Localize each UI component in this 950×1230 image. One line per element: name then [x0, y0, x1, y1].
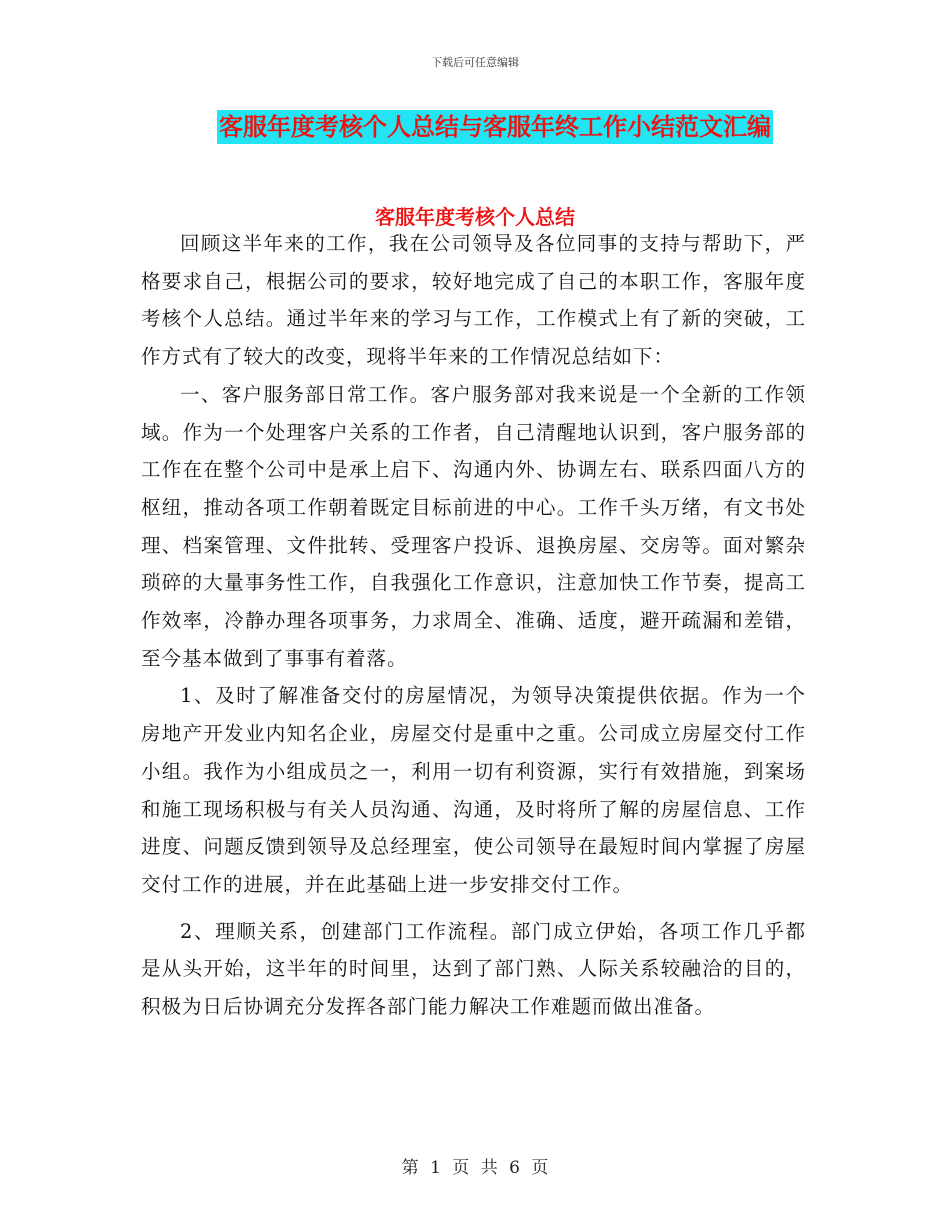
doc-title-container	[0, 110, 950, 144]
header-note: 下载后可任意编辑	[431, 56, 519, 69]
paragraph-item-1: 1、及时了解准备交付的房屋情况，为领导决策提供依据。作为一个房地产开发业内知名企业，房屋交付是重中之重。公司成立房屋交付工作小组。我作为小组成员之一，利用一切有利资源，实行有效措施，到案场和施工现场积极与有关人员沟通、沟通，及时将所了解的房屋信息、工作进度、问题反馈到领导及总经理室，使公司领导在最短时间内掌握了房屋交付工作的进展，并在此基础上进一步安排交付工作。	[141, 684, 806, 896]
paragraph-intro: 回顾这半年来的工作，我在公司领导及各位同事的支持与帮助下，严格要求自己，根据公司的要求，较好地完成了自己的本职工作，客服年度考核个人总结。通过半年来的学习与工作，工作模式上有了新的突破，工作方式有了较大的改变，现将半年来的工作情况总结如下：	[141, 232, 806, 369]
paragraph-section-1: 一、客户服务部日常工作。客户服务部对我来说是一个全新的工作领域。作为一个处理客户关系的工作者，自己清醒地认识到，客户服务部的工作在在整个公司中是承上启下、沟通内外、协调左右、联系四面八方的枢纽，推动各项工作朝着既定目标前进的中心。工作千头万绪，有文书处理、档案管理、文件批转、受理客户投诉、退换房屋、交房等。面对繁杂琐碎的大量事务性工作，自我强化工作意识，注意加快工作节奏，提高工作效率，冷静办理各项事务，力求周全、准确、适度，避开疏漏和差错，至今基本做到了事事有着落。	[141, 382, 806, 670]
section-title: 客服年度考核个人总结	[375, 205, 575, 229]
doc-title: 客服年度考核个人总结与客服年终工作小结范文汇编	[217, 110, 773, 144]
body-text	[141, 225, 806, 1026]
paragraph-item-2: 2、理顺关系，创建部门工作流程。部门成立伊始，各项工作几乎都是从头开始，这半年的时间里，达到了部门熟、人际关系较融洽的目的，积极为日后协调充分发挥各部门能力解决工作难题而做出准备。	[141, 919, 806, 1019]
page-footer: 第 1 页 共 6 页	[401, 1158, 549, 1178]
